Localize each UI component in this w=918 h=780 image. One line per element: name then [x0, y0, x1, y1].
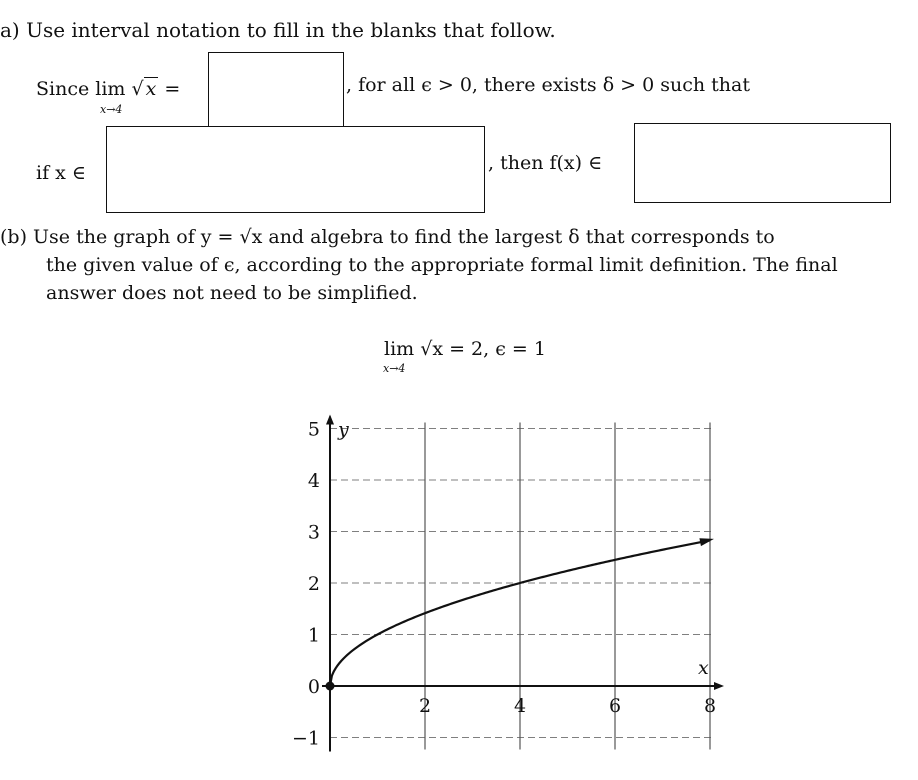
since-lim-text: Since lim	[36, 78, 126, 100]
part-b-text-line3: answer does not need to be simplified.	[46, 282, 418, 304]
part-b-text-line2: the given value of ϵ, according to the appropriate formal limit definition. The final	[46, 254, 838, 276]
given-lim-text: lim	[384, 338, 415, 360]
part-b-label: (b)	[0, 226, 27, 248]
y-tick-label: 3	[307, 521, 320, 544]
x-tick-label: 4	[513, 695, 527, 717]
origin-endpoint-dot	[326, 682, 335, 691]
sqrt-radicand: x	[145, 78, 157, 100]
given-lim-subscript: x→4	[383, 362, 406, 375]
x-tick-label: 2	[418, 695, 432, 717]
y-axis-label: y	[338, 418, 349, 441]
x-axis-arrow	[714, 682, 724, 690]
part-a-instruction-text: Use interval notation to fill in the blanks that follow.	[26, 18, 556, 42]
part-a-label: a)	[0, 18, 20, 42]
x-tick-label: 8	[703, 695, 717, 717]
if-x-in-text: if x ∈	[36, 162, 86, 184]
then-fx-in-text: , then f(x) ∈	[488, 152, 603, 174]
x-axis-label: x	[698, 657, 709, 679]
y-tick-label: −1	[291, 727, 320, 750]
y-tick-label: 5	[307, 418, 320, 441]
y-tick-label: 4	[307, 470, 320, 492]
sqrt-expression: √ x	[131, 78, 157, 100]
y-tick-label: 0	[307, 676, 320, 698]
curve-end-arrow	[699, 538, 714, 546]
y-axis-arrow	[326, 415, 334, 425]
equals-sign: =	[164, 78, 181, 100]
given-expression: √x = 2, ϵ = 1	[420, 338, 546, 360]
y-tick-label: 1	[307, 624, 320, 647]
epsilon-delta-text: , for all ϵ > 0, there exists δ > 0 such that	[346, 74, 751, 96]
lim-subscript: x→4	[100, 103, 123, 116]
part-b-text-line1: Use the graph of y = √x and algebra to find the largest δ that corresponds to	[33, 226, 775, 248]
x-tick-label: 6	[608, 695, 622, 717]
tick-labels	[292, 419, 716, 750]
y-tick-label: 2	[307, 573, 320, 595]
